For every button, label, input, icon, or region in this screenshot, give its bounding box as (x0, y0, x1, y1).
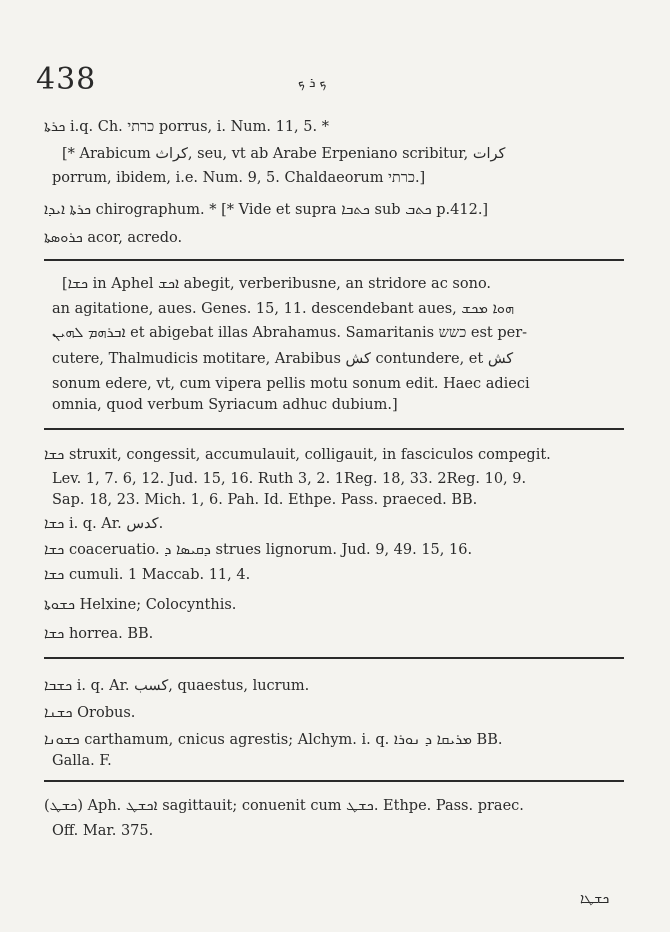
catchword: ܟܫܛܐ (580, 891, 610, 907)
entry-line: ܟܫܐ horrea. BB. (44, 626, 154, 642)
entry-line: ܐܒܪܗܡ ܠܗܝܢ et abigebat illas Abrahamus. Samaritanis כשש est per- (52, 325, 528, 341)
entry-line: sonum edere, vt, cum vipera pellis motu sonum edit. Haec adieci (52, 376, 530, 392)
entry-line: Sap. 18, 23. Mich. 1, 6. Pah. Id. Ethpe. Pass. praeced. BB. (52, 492, 478, 508)
entry-line: ܟܫܐ cumuli. 1 Maccab. 11, 4. (44, 567, 251, 583)
entry-line: Off. Mar. 375. (52, 823, 154, 839)
entry-line: [* Arabicum كراث, seu, vt ab Arabe Erpeniano scribitur, كرات (62, 146, 506, 162)
entry-line: ܟܫܐ struxit, congessit, accumulauit, colligauit, in fasciculos compegit. (44, 447, 551, 463)
entry-line: ܟܪܘܣܬܐ acor, acredo. (44, 230, 183, 246)
page-number: 438 (36, 62, 97, 97)
entry-line: porrum, ibidem, i.e. Num. 9, 5. Chaldaeorum כרתי.] (52, 170, 426, 186)
entry-line: ܟܪܬܐ ܐܝܕܐ chirographum. * [* Vide et supra ܟܬܒܐ sub ܟܬܒ p.412.] (44, 202, 489, 218)
entry-line: ܟܫܢܐ Orobus. (44, 705, 136, 721)
section-rule (44, 780, 624, 782)
running-head: ܟ ܪ ܟ (298, 76, 327, 91)
entry-line: Lev. 1, 7. 6, 12. Jud. 15, 16. Ruth 3, 2. 1Reg. 18, 33. 2Reg. 10, 9. (52, 471, 527, 487)
entry-line: ܟܫܐ i. q. Ar. كدس. (44, 516, 164, 532)
section-rule (44, 657, 624, 659)
entry-line: [ܟܫܐ in Aphel ܐܟܫ abegit, verberibusne, an stridore ac sono. (62, 276, 492, 292)
entry-line: ܟܫܒܐ i. q. Ar. كسب, quaestus, lucrum. (44, 678, 310, 694)
entry-line: omnia, quod verbum Syriacum adhuc dubium.] (52, 397, 398, 413)
entry-line: cutere, Thalmudicis motitare, Arabibus كش contundere, et كش (52, 351, 514, 367)
entry-line: an agitatione, aues. Genes. 15, 11. descendebant aues, ܗܘܐ ܡܟܫ (52, 301, 515, 317)
entry-line: ܟܫܐ coaceruatio. ܕܩܝܣܐ ܕ strues lignorum. Jud. 9, 49. 15, 16. (44, 542, 473, 558)
entry-line: Galla. F. (52, 753, 112, 769)
entry-line: ܟܫܘܬܐ Helxine; Colocynthis. (44, 597, 237, 613)
entry-line: ܟܫܘܢܐ carthamum, cnicus agrestis; Alchym. i. q. ܡܪܝܩܐ ܕ ܢܘܪܐ BB. (44, 732, 503, 748)
entry-line: ܟܪܬܐ i.q. Ch. כרתי porrus, i. Num. 11, 5. * (44, 119, 329, 135)
section-rule (44, 259, 624, 261)
section-rule (44, 428, 624, 430)
entry-line: (ܟܫܛ) Aph. ܐܟܫܛ sagittauit; conuenit cum ܟܫܛ. Ethpe. Pass. praec. (44, 798, 524, 814)
